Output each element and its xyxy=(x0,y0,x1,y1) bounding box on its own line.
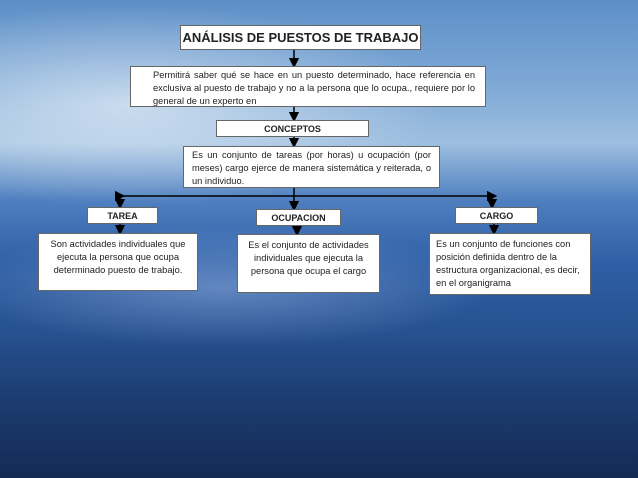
tarea-label: TAREA xyxy=(87,207,158,224)
ocupacion-definition: Es el conjunto de actividades individuales que ejecuta la persona que ocupa el cargo xyxy=(237,234,380,293)
concepts-text: Es un conjunto de tareas (por horas) u ocupación (por meses) cargo ejerce de manera sistemática y reiterada, o un individuo. xyxy=(183,146,440,188)
tarea-definition: Son actividades individuales que ejecuta la persona que ocupa determinado puesto de trabajo. xyxy=(38,233,198,291)
diagram-title: ANÁLISIS DE PUESTOS DE TRABAJO xyxy=(180,25,421,50)
description-box: Permitirá saber qué se hace en un puesto determinado, hace referencia en exclusiva al puesto de trabajo y no a la persona que lo ocupa., requiere por lo general de un experto en xyxy=(130,66,486,107)
ocupacion-label: OCUPACION xyxy=(256,209,341,226)
concepts-label: CONCEPTOS xyxy=(216,120,369,137)
cargo-label: CARGO xyxy=(455,207,538,224)
cargo-definition: Es un conjunto de funciones con posición definida dentro de la estructura organizacional, es decir, en el organigrama xyxy=(429,233,591,295)
